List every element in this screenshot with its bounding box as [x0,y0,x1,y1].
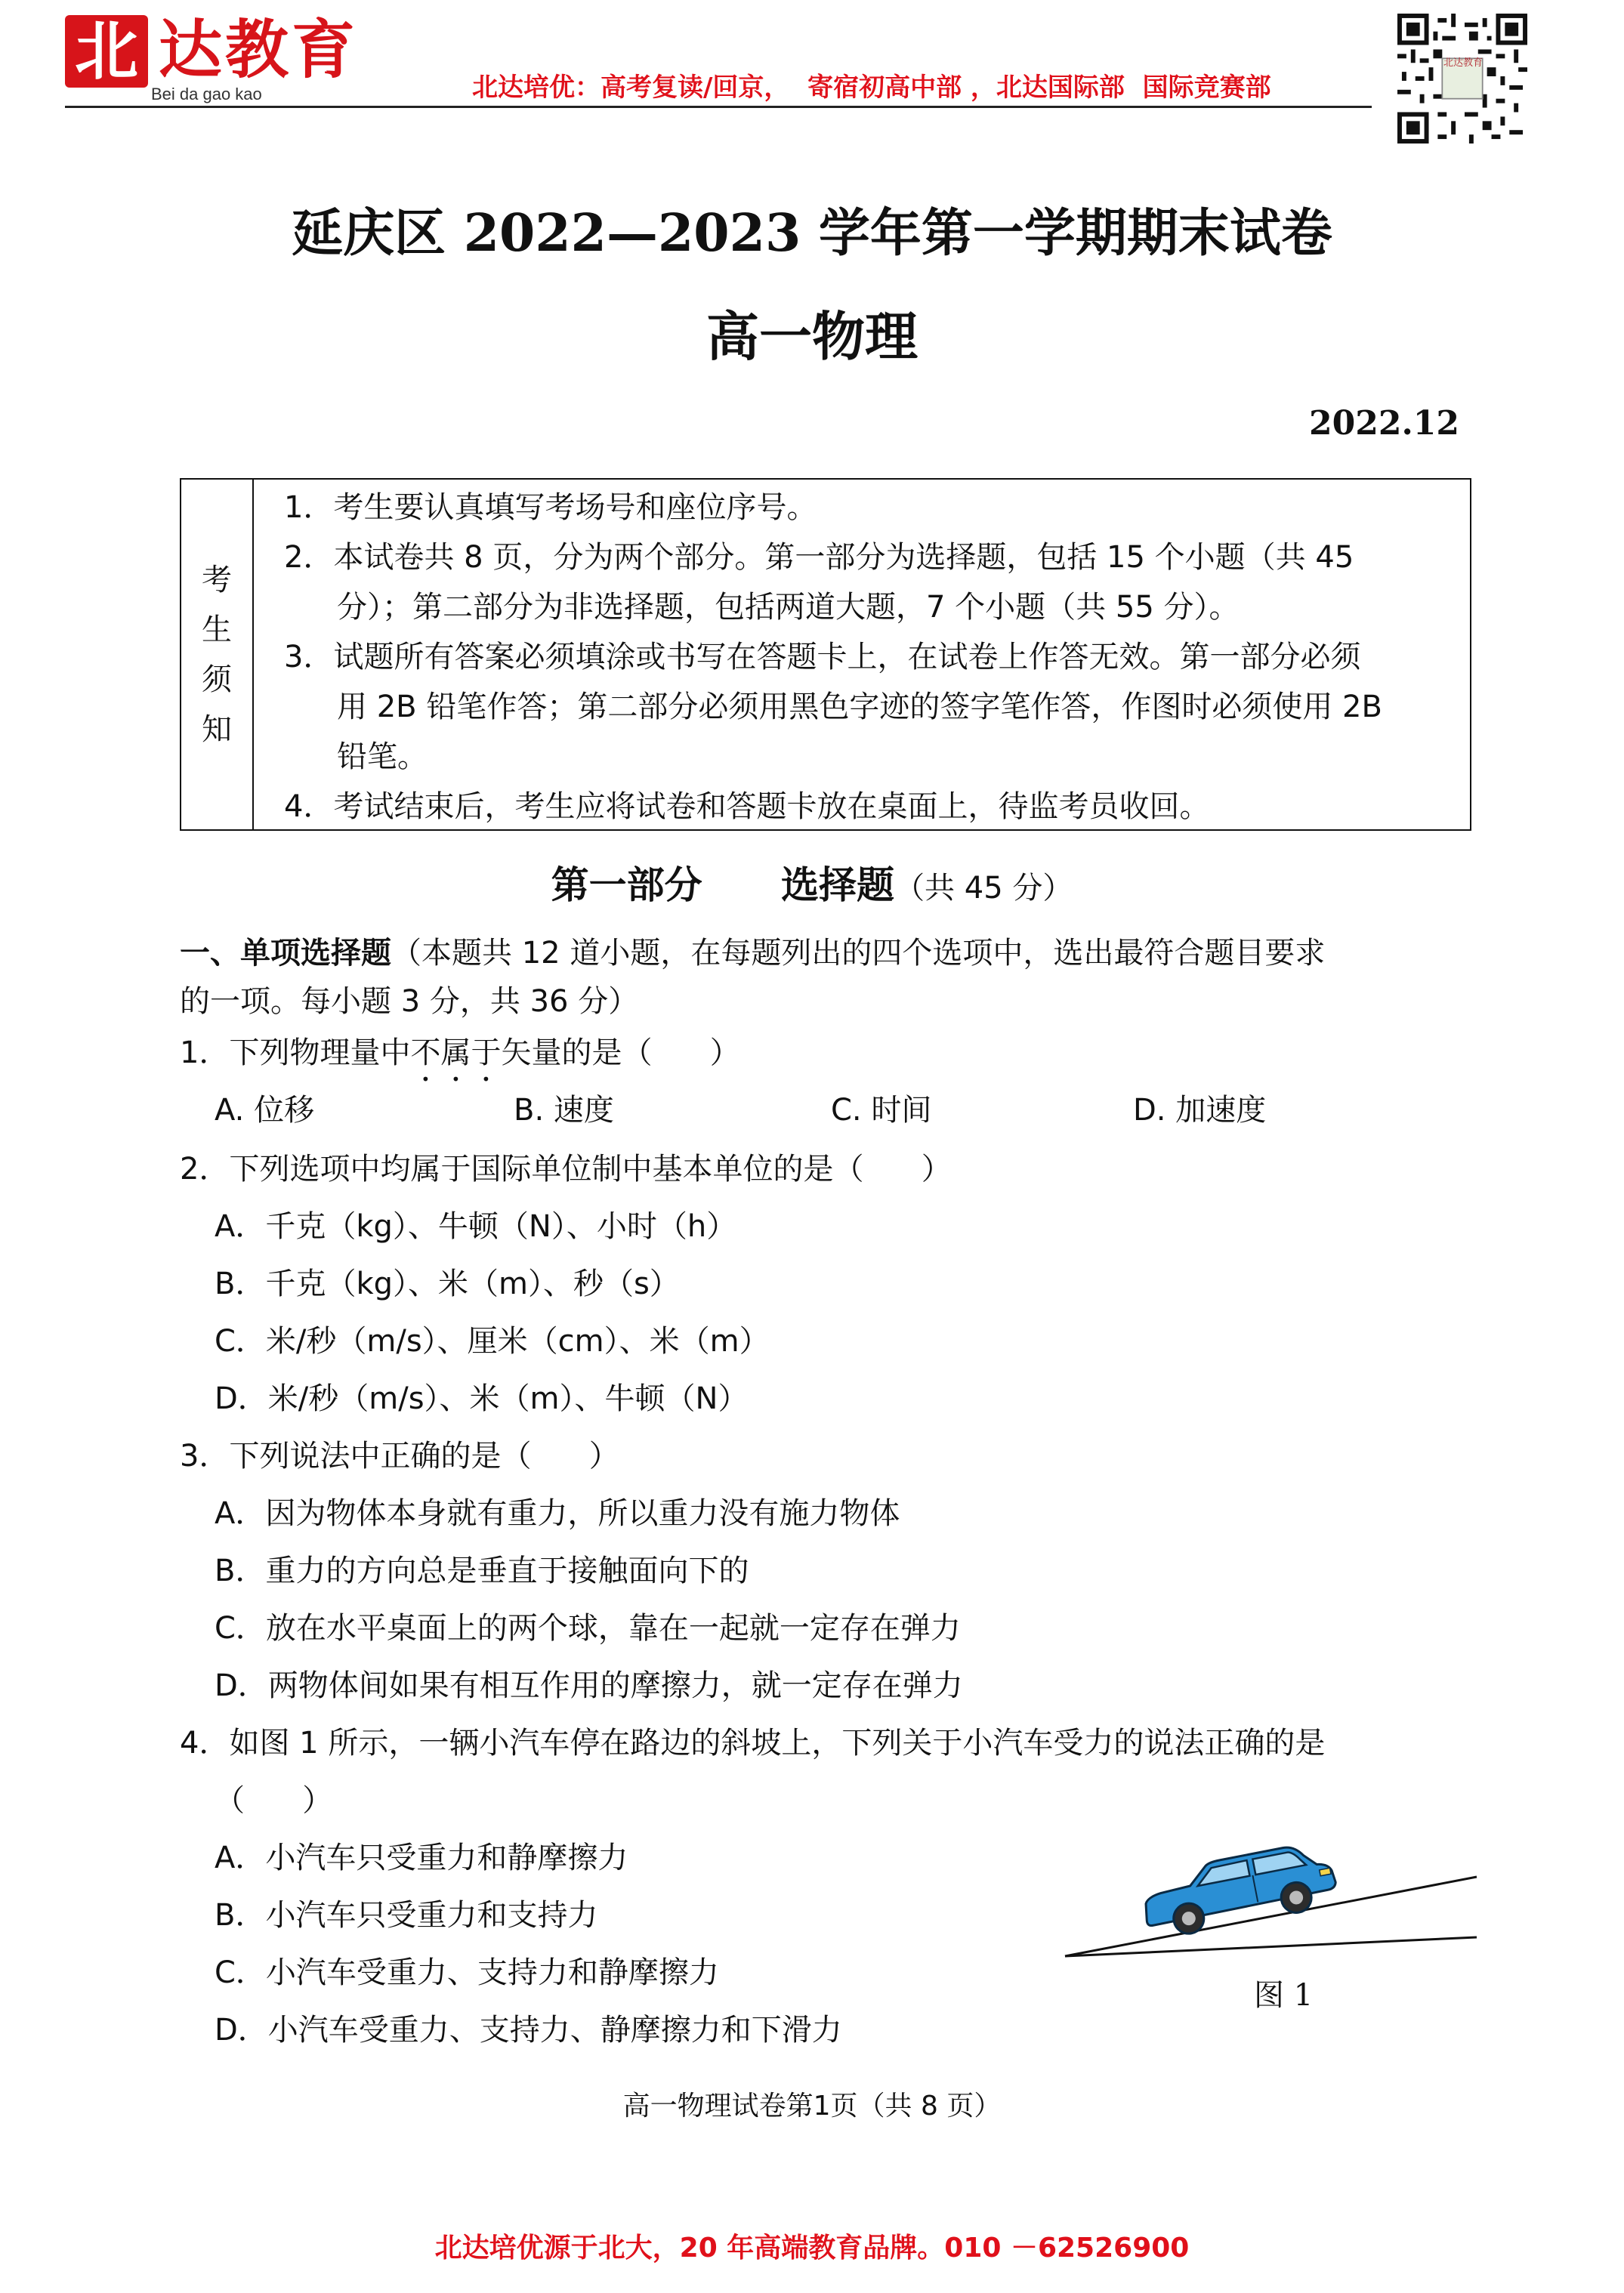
notice-line: 铅笔。 [337,739,428,774]
question-4-stem-cont: （ ） [215,1783,333,1818]
notice-line: 2．本试卷共 8 页，分为两个部分。第一部分为选择题，包括 15 个小题（共 45 [284,540,1354,575]
part-heading: 一、单项选择题 [180,936,391,971]
notice-body [254,480,1470,829]
q3-option-c: C．放在水平桌面上的两个球，靠在一起就一定存在弹力 [215,1611,961,1646]
q4-option-d: D．小汽车受重力、支持力、静摩擦力和下滑力 [215,2013,842,2048]
q1-option-a: A. 位移 [215,1093,315,1128]
q4-option-c: C．小汽车受重力、支持力和静摩擦力 [215,1955,719,1990]
notice-line: 用 2B 铅笔作答；第二部分必须用黑色字迹的签字笔作答，作图时必须使用 2B [337,690,1382,724]
question-3-stem: 3．下列说法中正确的是（ ） [180,1439,619,1474]
section-heading [0,855,1624,909]
exam-title: 延庆区 2022—2023 学年第一学期期末试卷 [292,203,1332,264]
figure-1-car-on-slope [1057,1843,1480,1971]
brand-pinyin: Bei da gao kao [151,85,262,103]
question-1-stem [180,1030,740,1088]
footer-advertisement: 北达培优源于北大，20 年高端教育品牌。010 －62526900 [434,2233,1190,2264]
q1-option-b: B. 速度 [514,1093,614,1128]
q4-option-a: A．小汽车只受重力和静摩擦力 [215,1841,628,1875]
section-score: （共 45 分） [894,871,1073,906]
q1-option-d: D. 加速度 [1133,1093,1267,1128]
car-icon [1138,1843,1340,1941]
part-desc-cont: 的一项。每小题 3 分，共 36 分） [180,984,639,1019]
brand-name: 达教育 [159,12,359,87]
part-desc: （本题共 12 道小题，在每题列出的四个选项中，选出最符合题目要求 [391,936,1326,971]
notice-line: 1．考生要认真填写考场号和座位序号。 [284,490,817,525]
exam-date: 2022.12 [1308,404,1459,443]
q3-option-a: A．因为物体本身就有重力，所以重力没有施力物体 [215,1496,900,1531]
q2-option-c: C．米/秒（m/s）、厘米（cm）、米（m） [215,1324,770,1359]
q2-option-b: B．千克（kg）、米（m）、秒（s） [215,1267,680,1301]
q3-option-b: B．重力的方向总是垂直于接触面向下的 [215,1554,749,1588]
notice-line: 3．试题所有答案必须填涂或书写在答题卡上，在试卷上作答无效。第一部分必须 [284,640,1361,674]
q3-option-d: D．两物体间如果有相互作用的摩擦力，就一定存在弹力 [215,1668,963,1703]
q1-stem-post: 矢量的是（ ） [501,1035,740,1070]
q2-option-a: A．千克（kg）、牛顿（N）、小时（h） [215,1209,737,1244]
figure-1-caption: 图 1 [1254,1978,1314,2013]
question-4-stem: 4．如图 1 所示，一辆小汽车停在路边的斜坡上，下列关于小汽车受力的说法正确的是 [180,1726,1326,1761]
notice-label-char: 知 [202,711,232,747]
exam-subject: 高一物理 [706,305,918,368]
header-slogan: 北达培优：高考复读/回京， 寄宿初高中部 ，北达国际部 国际竞赛部 [472,73,1271,103]
section-title: 第一部分 选择题 [551,863,895,907]
q4-option-b: B．小汽车只受重力和支持力 [215,1898,598,1933]
notice-label [181,480,254,829]
qr-center-label: 北达教育 [1443,57,1483,69]
notice-label-char: 考 [202,562,232,597]
notice-label-char: 生 [202,612,232,647]
header-divider [65,106,1372,108]
part-intro [180,930,1325,976]
notice-box [180,478,1471,831]
notice-line: 4．考试结束后，考生应将试卷和答题卡放在桌面上，待监考员收回。 [284,789,1210,824]
qr-code-icon [1397,14,1527,144]
question-2-stem: 2．下列选项中均属于国际单位制中基本单位的是（ ） [180,1152,952,1187]
brand-logo: 北 [65,15,148,88]
ground-line [1065,1937,1477,1956]
q2-option-d: D．米/秒（m/s）、米（m）、牛顿（N） [215,1381,749,1416]
q1-stem-pre: 1．下列物理量中 [180,1035,411,1070]
q1-stem-emphasis: 不属于 [410,1035,502,1070]
page-footer: 高一物理试卷第1页（共 8 页） [622,2091,1002,2122]
q1-option-c: C. 时间 [831,1093,932,1128]
notice-line: 分）；第二部分为非选择题，包括两道大题，7 个小题（共 55 分）。 [337,590,1240,625]
notice-label-char: 须 [202,662,232,697]
